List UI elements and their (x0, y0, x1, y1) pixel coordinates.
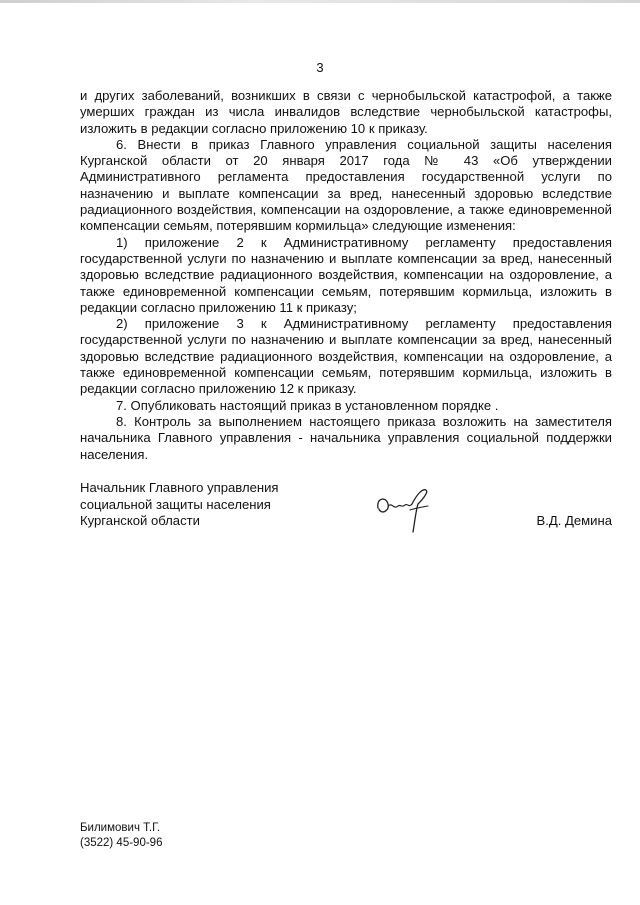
paragraph-subitem-2: 2) приложение 3 к Административному регламенту предоставления государственной услуги по назначению и выплате компенсации за вред, нанесенный здоровью вследствие радиационного воздействия, компенсации на оздоровление, а также единовременной компенсации семьям, потерявшим кормильца, изложить в редакции согласно приложению 12 к приказу. (80, 316, 612, 397)
signatory-title-line: социальной защиты населения (80, 496, 271, 512)
signature-block (80, 480, 612, 540)
signatory-title-line: Курганской области (80, 513, 200, 528)
paragraph-subitem-1: 1) приложение 2 к Административному регламенту предоставления государственной услуги по назначению и выплате компенсации за вред, нанесенный здоровью вследствие радиационного воздействия, компенсации на оздоровление, а также единовременной компенсации семьям, потерявшим кормильца, изложить в редакции согласно приложению 11 к приказу; (80, 234, 612, 315)
executor-phone: (3522) 45-90-96 (80, 836, 163, 849)
signatory-name: В.Д. Демина (536, 513, 612, 528)
paragraph-item-6: 6. Внести в приказ Главного управления социальной защиты населения Курганской области от 20 января 2017 года № 43 «Об утверждении Административного регламента предоставления государственной услуги по назначению и выплате компенсации за вред, нанесенный здоровью вследствие радиационного воздействия, компенсации на оздоровление, а также единовременной компенсации семьям, потерявшим кормильца» следующие изменения: (80, 136, 612, 234)
paragraph-item-7: 7. Опубликовать настоящий приказ в установленном порядке . (116, 397, 499, 413)
scan-top-edge (0, 0, 640, 3)
paragraph-continuation: и других заболеваний, возникших в связи с чернобыльской катастрофой, а также умерших граждан из числа инвалидов вследствие чернобыльской катастрофы, изложить в редакции согласно приложению 10 к приказу. (80, 88, 612, 136)
document-body (80, 88, 612, 463)
page-number: 3 (316, 60, 324, 75)
document-footer (80, 821, 162, 850)
executor-name: Билимович Т.Г. (80, 822, 161, 834)
handwritten-signature (372, 484, 444, 536)
signatory-title-line: Начальник Главного управления (80, 480, 279, 495)
signatory-title (80, 480, 279, 530)
paragraph-item-8: 8. Контроль за выполнением настоящего приказа возложить на заместителя начальника Главного управления - начальника управления социальной поддержки населения. (80, 413, 612, 462)
